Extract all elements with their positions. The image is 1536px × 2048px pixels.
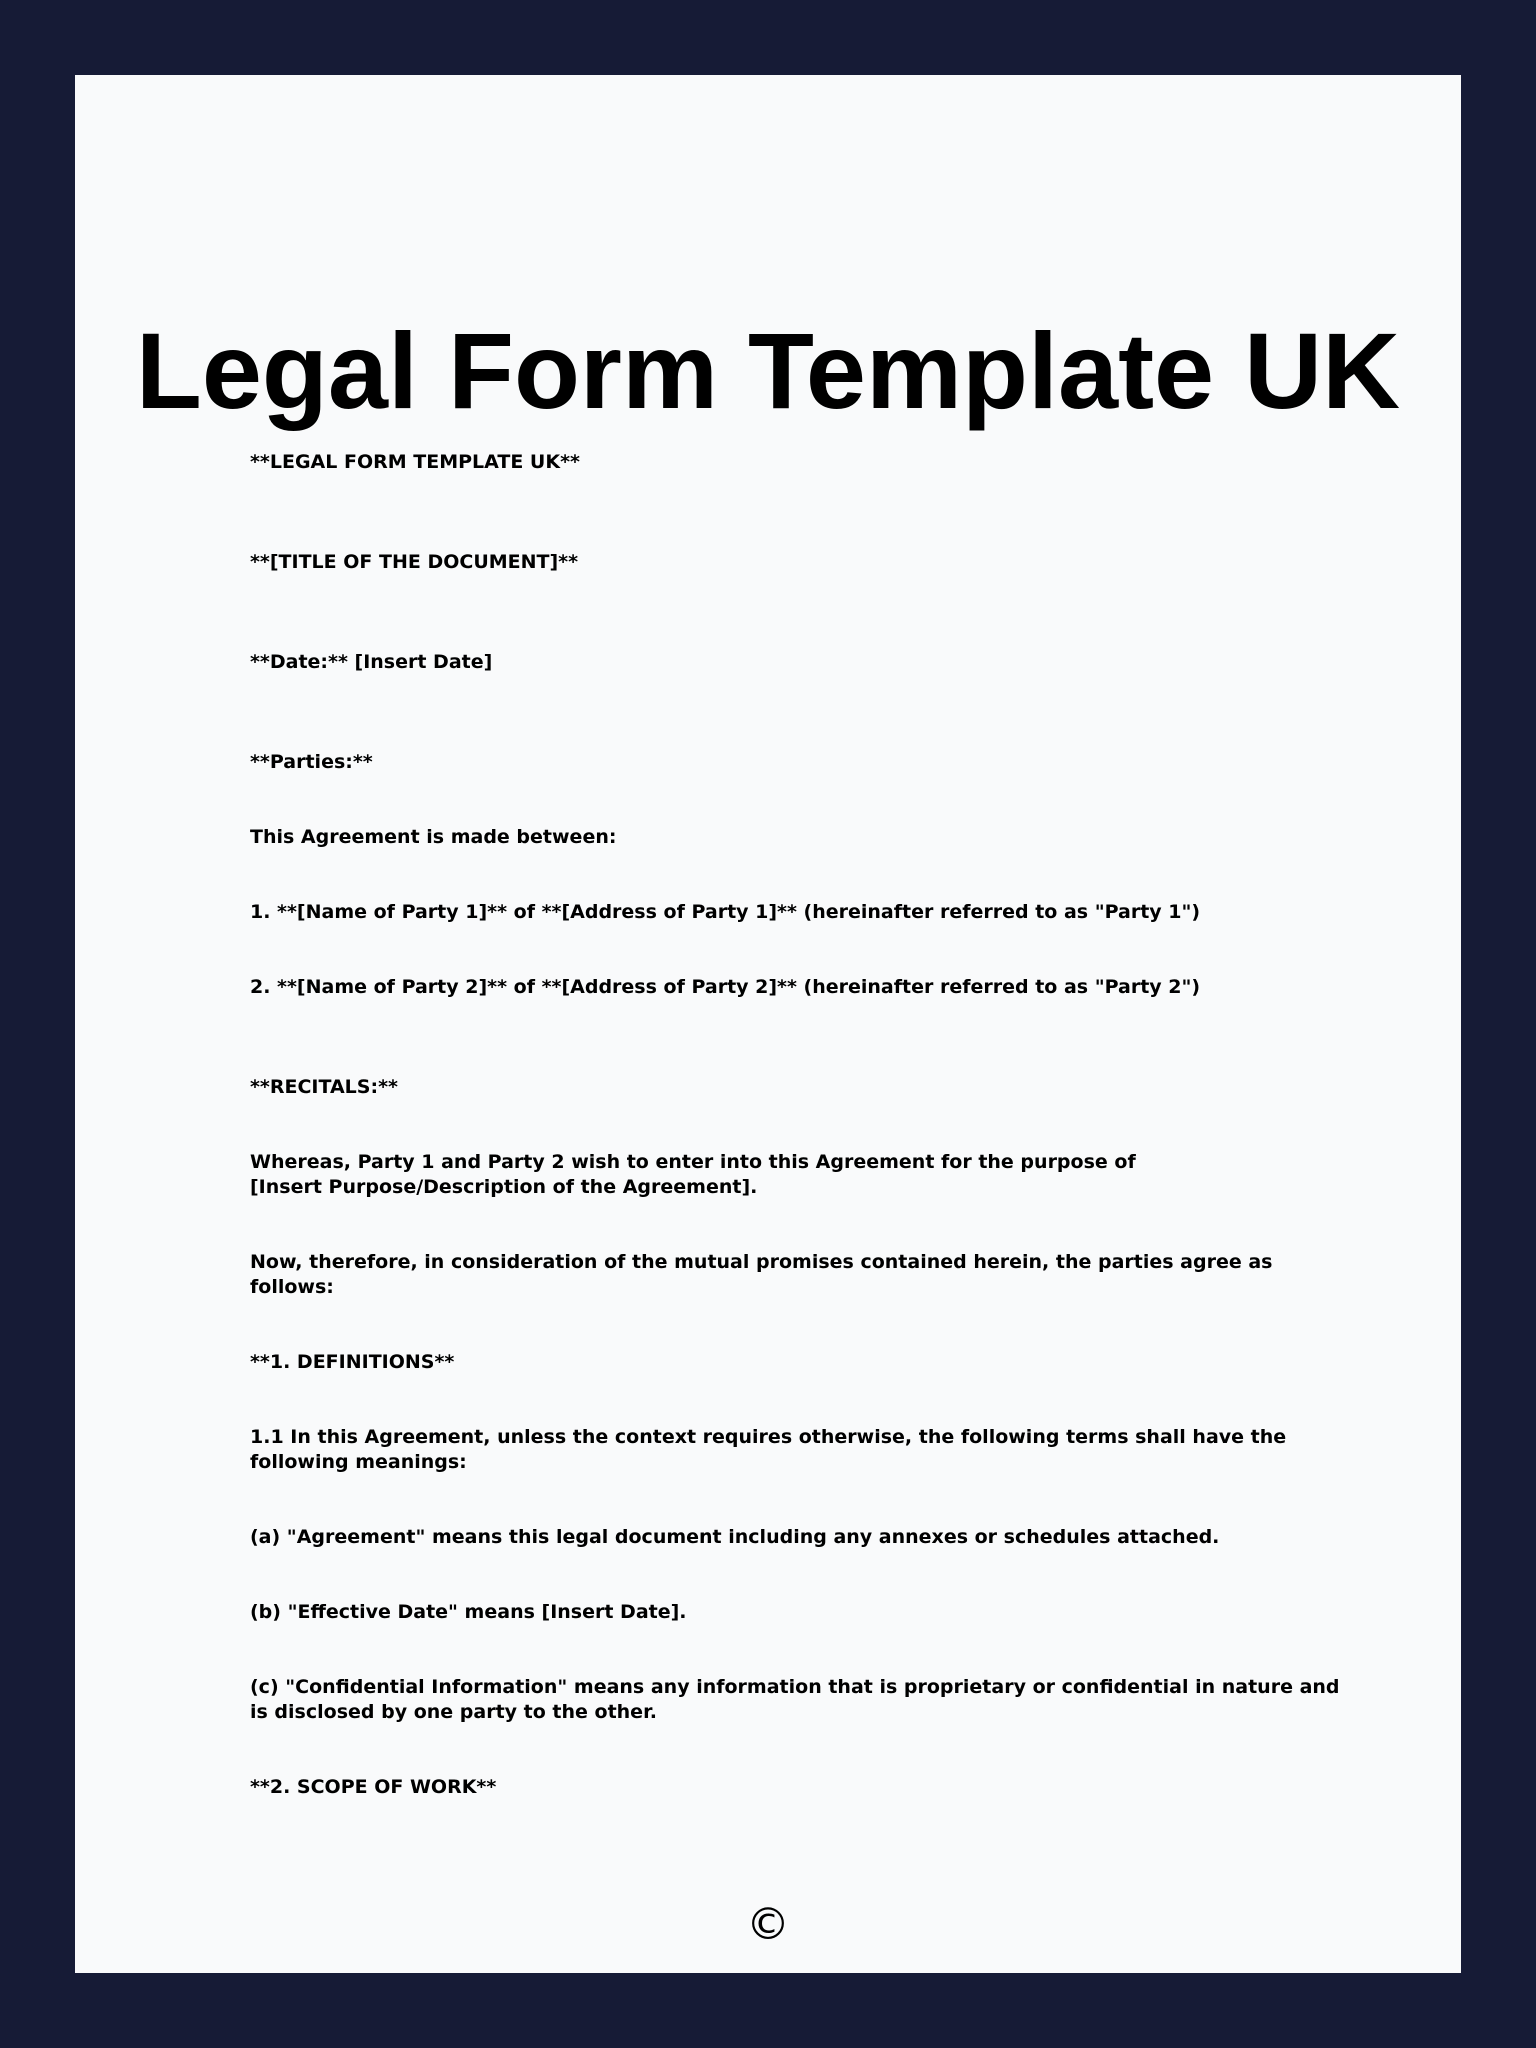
party-2: 2. **[Name of Party 2]** of **[Address of Party 2]** (hereinafter referred to as "Party 2") (250, 976, 1201, 998)
page-title: Legal Form Template UK (135, 310, 1401, 431)
clause-1-1: 1.1 In this Agreement, unless the context requires otherwise, the following terms shall have the following meanings: (250, 1426, 1287, 1473)
definition-effective-date: (b) "Effective Date" means [Insert Date]. (250, 1601, 687, 1623)
party-1: 1. **[Name of Party 1]** of **[Address of Party 1]** (hereinafter referred to as "Party 1") (250, 901, 1201, 923)
recital-whereas: Whereas, Party 1 and Party 2 wish to enter into this Agreement for the purpose of [Insert Purpose/Description of the Agreement]. (250, 1151, 1136, 1198)
section-heading-recitals: **RECITALS:** (250, 1076, 398, 1098)
document-page (75, 75, 1461, 1973)
definition-confidential-information: (c) "Confidential Information" means any information that is proprietary or confidential in nature and is disclosed by one party to the other. (250, 1676, 1340, 1723)
doc-heading: **LEGAL FORM TEMPLATE UK** (250, 451, 580, 473)
doc-date: **Date:** [Insert Date] (250, 651, 493, 673)
definition-agreement: (a) "Agreement" means this legal document including any annexes or schedules attached. (250, 1526, 1220, 1548)
copyright-icon: © (746, 1899, 790, 1950)
section-heading-parties: **Parties:** (250, 751, 373, 773)
section-heading-definitions: **1. DEFINITIONS** (250, 1351, 455, 1373)
parties-intro: This Agreement is made between: (250, 826, 617, 848)
section-heading-scope-of-work: **2. SCOPE OF WORK** (250, 1776, 497, 1798)
doc-subtitle: **[TITLE OF THE DOCUMENT]** (250, 551, 579, 573)
recital-now-therefore: Now, therefore, in consideration of the mutual promises contained herein, the parties agree as follows: (250, 1251, 1273, 1298)
